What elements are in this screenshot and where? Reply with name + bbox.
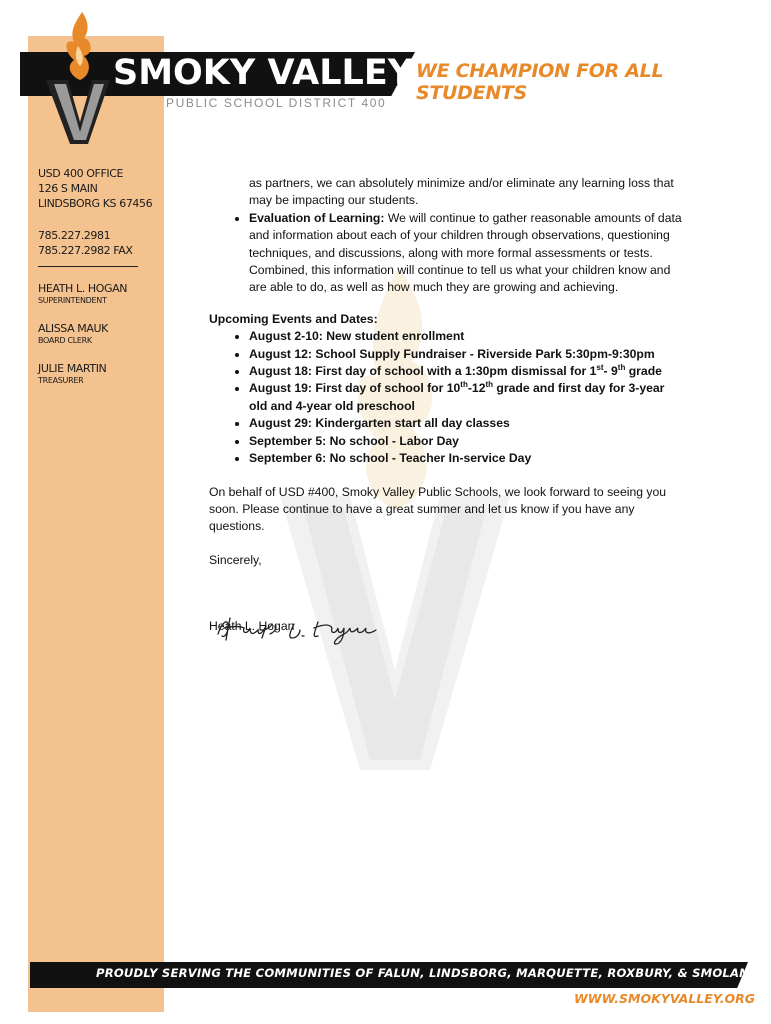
events-title: Upcoming Events and Dates: [209,311,378,326]
office-phone: 785.227.2981 [38,229,111,242]
event-superscript: th [617,363,626,372]
staff-title: BOARD CLERK [38,336,92,345]
office-address [38,166,152,211]
letter-body [209,175,684,636]
office-fax: 785.227.2982 FAX [38,244,133,257]
event-item: • August 2-10: New student enrollment [249,328,684,345]
evaluation-text: We will continue to gather reasonable amounts of data and information about each of your children through observations, questioning techniques, and discussions, along with more formal assessments or tests. Combined, this information will continue to tell us what your children know and are able to do, as well as how much they are growing and achieving. [249,210,682,295]
event-superscript: st [596,363,604,372]
staff-treasurer [38,361,106,386]
sidebar-divider [38,266,138,267]
event-text: -12 [467,381,486,396]
signer-name: Heath L. Hogan [209,619,295,634]
staff-name: JULIE MARTIN [38,362,107,375]
staff-title: TREASURER [38,376,84,385]
closing-paragraph: On behalf of USD #400, Smoky Valley Public Schools, we look forward to seeing you soon. Please continue to have a great summer and let us know if you have any questions. [209,484,667,534]
staff-board-clerk [38,321,108,346]
staff-name: ALISSA MAUK [38,322,108,335]
tagline: WE CHAMPION FOR ALL STUDENTS [416,60,664,104]
sign-off: Sincerely, [209,552,262,567]
office-name: USD 400 OFFICE [38,167,124,180]
staff-name: HEATH L. HOGAN [38,282,128,295]
event-text: August 19: First day of school for 10 [249,381,461,396]
staff-title: SUPERINTENDENT [38,296,107,305]
footer-communities: PROUDLY SERVING THE COMMUNITIES OF FALUN, LINDSBORG, MARQUETTE, ROXBURY, & SMOLAN [96,966,750,980]
brand-name: SMOKY VALLEY [113,53,414,93]
office-phones [38,228,132,258]
staff-superintendent [38,281,127,306]
event-superscript: th [485,380,494,390]
evaluation-item [249,210,684,297]
event-item: • September 6: No school - Teacher In-service Day [249,450,684,467]
event-text: - 9 [603,364,618,379]
office-city: LINDSBORG KS 67456 [38,197,153,210]
event-item [249,363,684,380]
flame-v-logo-icon [44,10,114,146]
evaluation-label: Evaluation of Learning: [249,210,385,225]
district-name: PUBLIC SCHOOL DISTRICT 400 [166,96,387,110]
event-item [249,380,684,415]
event-item: • September 5: No school - Labor Day [249,433,684,450]
handwritten-signature-icon [214,612,386,648]
event-item: • August 12: School Supply Fundraiser - Riverside Park 5:30pm-9:30pm [249,346,684,363]
event-superscript: th [460,380,468,390]
continued-paragraph: as partners, we can absolutely minimize and/or eliminate any learning loss that may be impacting our students. [249,176,674,208]
evaluation-list [209,210,684,297]
website-link[interactable]: WWW.SMOKYVALLEY.ORG [574,991,756,1006]
events-list [209,328,684,467]
event-text: grade and first day for 3-year old and 4-year old preschool [249,381,665,413]
event-text: August 18: First day of school with a 1:30pm dismissal for 1 [249,364,597,379]
event-text: grade [625,364,662,379]
office-street: 126 S MAIN [38,182,98,195]
event-item: • August 29: Kindergarten start all day classes [249,415,684,432]
